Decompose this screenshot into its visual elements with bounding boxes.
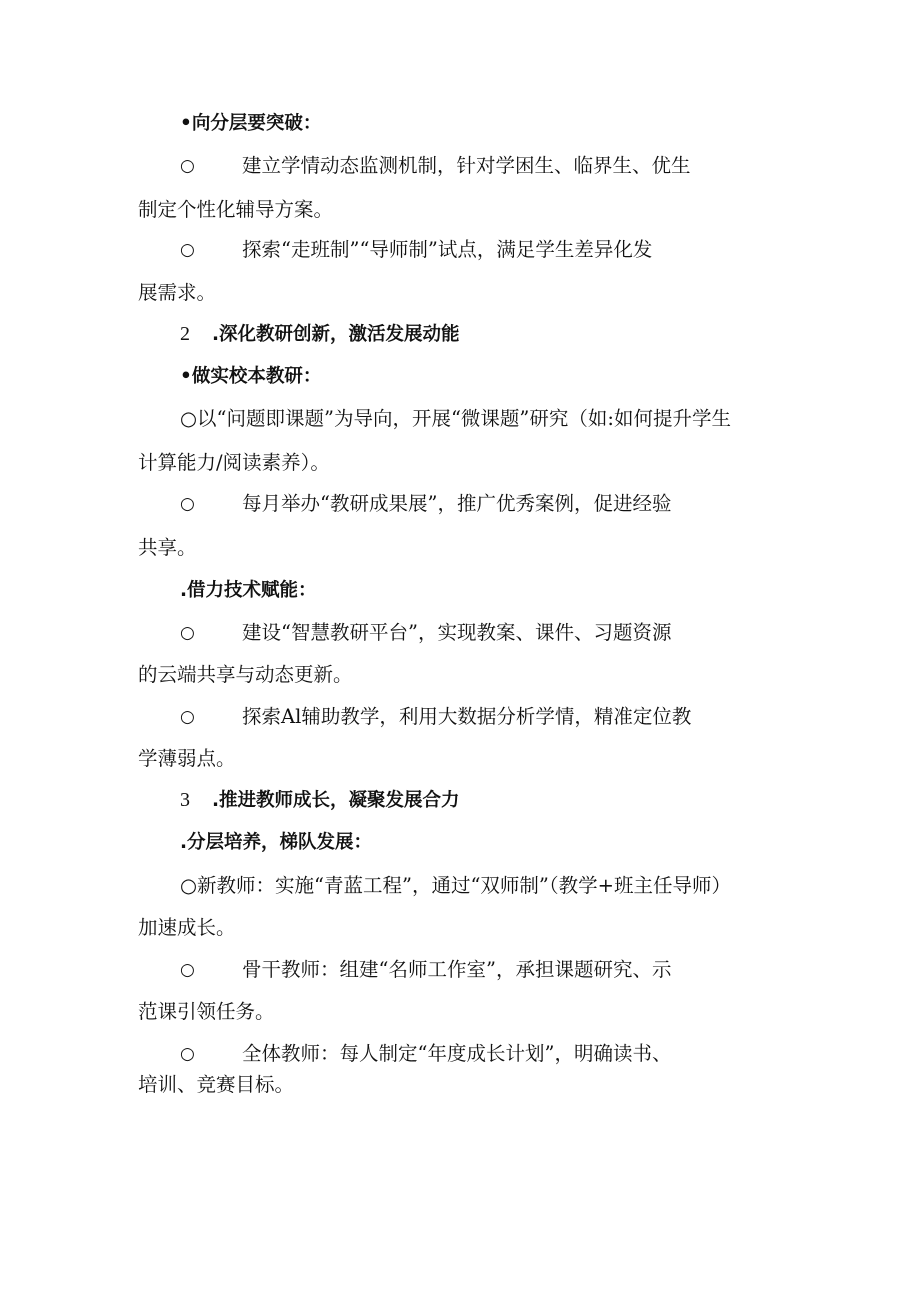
paragraph-line: 学薄弱点。 [138, 747, 236, 770]
paragraph-line: 全体教师：每人制定“年度成长计划”，明确读书、 [242, 1042, 672, 1065]
subsection-heading-layered: .分层培养，梯队发展： [180, 832, 373, 853]
paragraph-line: 加速成长。 [138, 916, 236, 939]
paragraph-line: ○新教师：实施“青蓝工程”，通过“双师制”（教学+班主任导师） [180, 874, 731, 897]
paragraph-line: 的云端共享与动态更新。 [138, 663, 353, 686]
paragraph-line: 培训、竞赛目标。 [138, 1073, 295, 1096]
paragraph-line: 建设“智慧教研平台”，实现教案、课件、习题资源 [242, 621, 672, 644]
section-number: 3 [180, 789, 190, 811]
bullet-circle-icon: ○ [180, 623, 195, 643]
paragraph-line: 探索“走班制”“导师制”试点，满足学生差异化发 [242, 238, 653, 261]
subsection-heading-tech: .借力技术赋能： [180, 580, 317, 601]
bullet-circle-icon: ○ [180, 494, 195, 514]
section-title-text: .深化教研创新，激活发展动能 [212, 324, 460, 345]
paragraph-line: 骨干教师：组建“名师工作室”，承担课题研究、示 [242, 958, 672, 981]
paragraph-line: 建立学情动态监测机制，针对学困生、临界生、优生 [242, 154, 691, 177]
section-heading-layer-breakthrough: •向分层要突破： [180, 113, 322, 134]
bullet-circle-icon: ○ [180, 240, 195, 260]
paragraph-line: 范课引领任务。 [138, 1000, 275, 1023]
paragraph-line: 制定个性化辅导方案。 [138, 198, 334, 221]
subsection-heading-school-research: •做实校本教研： [180, 366, 322, 387]
section-title-teacher-growth [180, 787, 460, 814]
paragraph-line: ○以“问题即课题”为导向，开展“微课题”研究（如:如何提升学生 [180, 407, 731, 430]
paragraph-line: 展需求。 [138, 281, 217, 304]
paragraph-line: 每月举办“教研成果展”，推广优秀案例，促进经验 [242, 492, 672, 515]
section-number: 2 [180, 323, 190, 345]
section-title-research [180, 321, 460, 348]
paragraph-line: 共享。 [138, 536, 197, 559]
bullet-circle-icon: ○ [180, 707, 195, 727]
bullet-circle-icon: ○ [180, 960, 195, 980]
section-title-text: .推进教师成长，凝聚发展合力 [212, 790, 460, 811]
bullet-circle-icon: ○ [180, 1044, 195, 1064]
paragraph-line: 计算能力/阅读素养）。 [138, 451, 330, 474]
paragraph-line: 探索Al辅助教学，利用大数据分析学情，精准定位教 [242, 705, 692, 728]
bullet-circle-icon: ○ [180, 156, 195, 176]
